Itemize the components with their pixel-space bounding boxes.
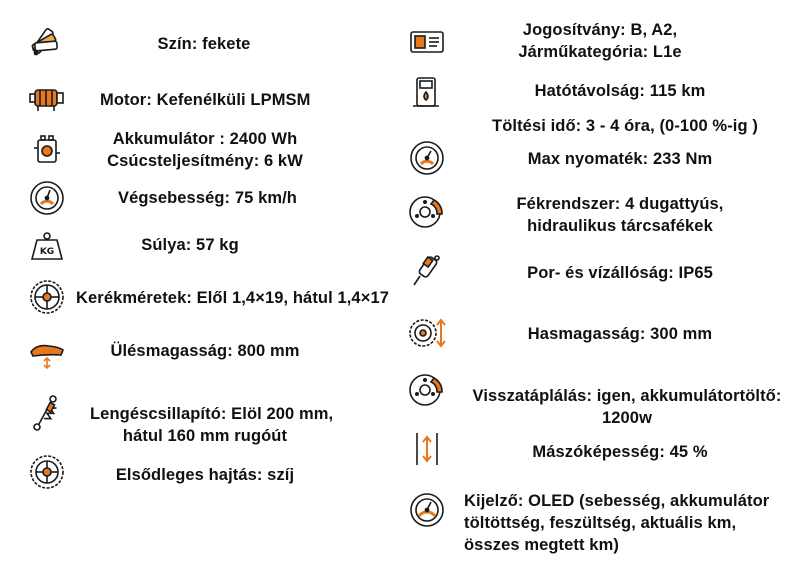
ground-clearance-icon: [407, 313, 447, 353]
spec-range: Hatótávolság: 115 km: [534, 82, 706, 100]
display-gauge-icon: [407, 490, 447, 530]
spec-ip-rating: Por- és vízállóság: IP65: [527, 264, 713, 282]
spec-license: Jogosítvány: B, A2, Járműkategória: L1e: [518, 21, 682, 61]
regen-brake-icon: [407, 370, 447, 410]
motor-icon: [27, 78, 67, 118]
drive-wheel-icon: [27, 452, 67, 492]
torque-gauge-icon: [407, 138, 447, 178]
speedometer-icon: [27, 178, 67, 218]
spec-display: Kijelző: OLED (sebesség, akkumulátor töltöttség, feszültség, aktuális km, összes megtett km): [464, 492, 770, 554]
brake-disc-icon: [407, 192, 447, 232]
spec-ground-clearance: Hasmagasság: 300 mm: [527, 325, 713, 343]
spec-motor: Motor: Kefenélküli LPMSM: [100, 91, 311, 109]
weight-kg-label: KG: [39, 247, 55, 257]
weight-kg-icon: [27, 226, 67, 266]
spec-max-torque: Max nyomaték: 233 Nm: [527, 150, 713, 168]
wheel-icon: [27, 277, 67, 317]
spec-battery: Akkumulátor : 2400 Wh Csúcsteljesítmény: 6 kW: [107, 130, 303, 170]
spec-top-speed: Végsebesség: 75 km/h: [117, 189, 297, 207]
fuel-pump-icon: [407, 72, 447, 112]
spec-weight: Súlya: 57 kg: [141, 236, 239, 254]
shock-absorber-icon: [27, 393, 67, 433]
license-card-icon: [407, 22, 447, 62]
spec-primary-drive: Elsődleges hajtás: szíj: [115, 466, 295, 484]
climbing-icon: [407, 429, 447, 469]
battery-icon: [27, 131, 67, 171]
spec-climbing-ability: Mászóképesség: 45 %: [532, 443, 708, 461]
spec-brakes: Fékrendszer: 4 dugattyús, hidraulikus tárcsafékek: [516, 195, 724, 235]
spec-color: Szín: fekete: [157, 35, 251, 53]
seat-height-icon: [27, 330, 67, 370]
spec-charging-time: Töltési idő: 3 - 4 óra, (0-100 %-ig ): [492, 117, 758, 135]
spec-wheel-size: Kerékméretek: Elől 1,4×19, hátul 1,4×17: [76, 289, 389, 307]
spec-regeneration: Visszatáplálás: igen, akkumulátortöltő: 1200w: [472, 387, 782, 427]
spec-seat-height: Ülésmagasság: 800 mm: [110, 342, 300, 360]
color-swatch-icon: [26, 22, 66, 62]
water-resistance-icon: [407, 252, 447, 292]
spec-shock-absorber: Lengéscsillapító: Elöl 200 mm, hátul 160 mm rugóút: [90, 405, 334, 445]
